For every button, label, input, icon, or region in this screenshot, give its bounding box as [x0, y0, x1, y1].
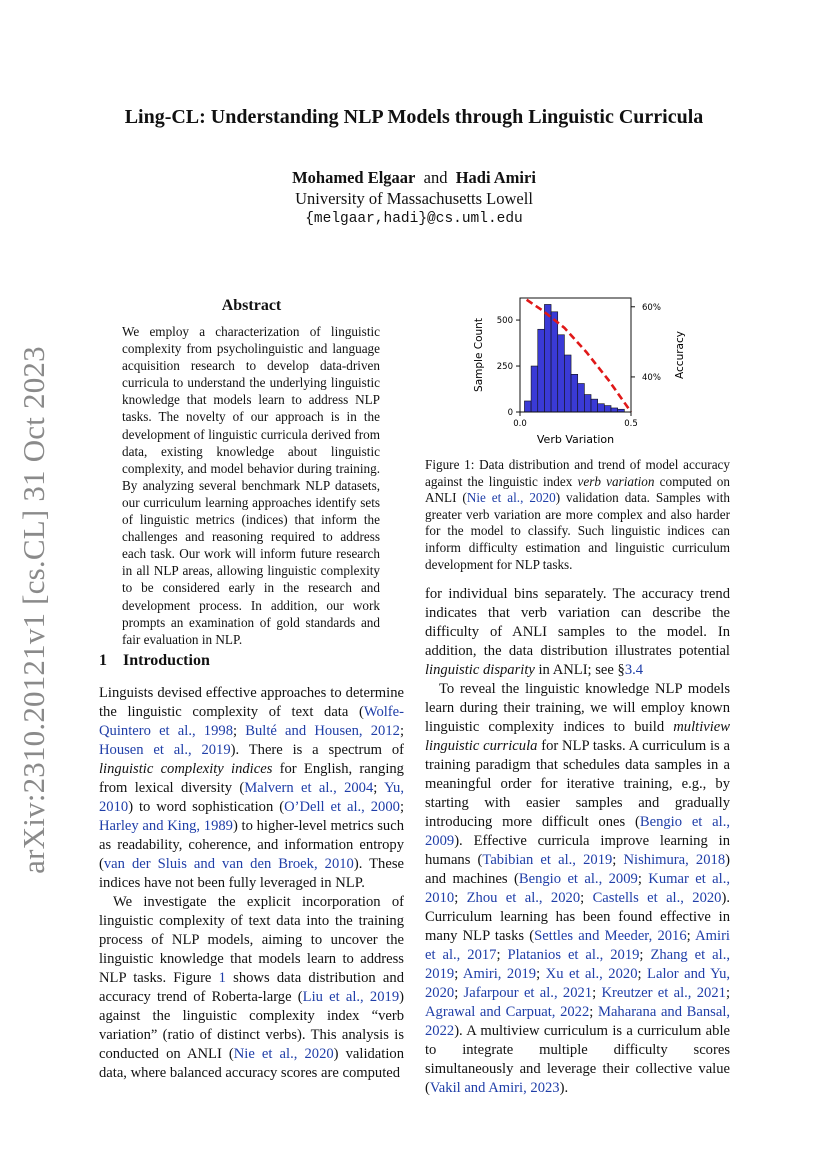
- histogram-bar: [611, 408, 618, 412]
- text-run: ;: [612, 852, 624, 868]
- citation-link[interactable]: Nishimura, 2018: [623, 852, 726, 868]
- text-run: ;: [454, 966, 463, 982]
- intro-paragraph-1: [99, 684, 404, 893]
- text-run: ;: [592, 985, 602, 1001]
- abstract-text: We employ a characterization of linguistic complexity from psycholinguistic and language acquisition research to develop data-driven curricula to understand the underlying linguistic knowledge that models learn to address NLP tasks. The novelty of our approach is in the development of linguistic curricula derived from data, existing knowledge about linguistic complexity, and model behavior during training. By analyzing several benchmark NLP datasets, our curriculum learning approaches identify sets of linguistic metrics (indices) that inform the challenges and reasoning required to address each task. Our work will inform future research in all NLP areas, allowing linguistic complexity to be considered early in the research and development process. In addition, our work prompts an examination of gold standards and fair evaluation in NLP.: [122, 324, 380, 647]
- text-run: ) validation data, where balanced accuracy scores are computed: [99, 1046, 404, 1081]
- figure-caption: [425, 457, 730, 573]
- citation-link[interactable]: Settles and Meeder, 2016: [534, 928, 687, 944]
- histogram-bar: [591, 399, 598, 412]
- emphasis-text: verb variation: [577, 473, 655, 489]
- text-run: ) and machines (: [425, 852, 730, 887]
- y-tick-label: 250: [496, 362, 513, 373]
- citation-link[interactable]: Agrawal and Carpuat, 2022: [425, 1004, 590, 1020]
- author-names: [100, 167, 728, 188]
- text-run: for NLP tasks. A curriculum is a training paradigm that schedules data samples in a meaningful order for iterative training, e.g., by starting with easier samples and gradually introducing more difficult ones (: [425, 738, 730, 830]
- text-run: ;: [589, 1004, 598, 1020]
- section-title: Introduction: [123, 652, 210, 669]
- right-paragraph-2: [425, 680, 730, 1098]
- histogram-bar: [524, 401, 531, 412]
- text-run: We investigate the explicit incorporation of linguistic complexity of text data into the training process of NLP models, aiming to uncover the linguistic knowledge that models learn to address NLP tasks. Figure: [99, 894, 404, 986]
- author-and: and: [423, 168, 448, 187]
- text-run: ;: [233, 723, 246, 739]
- citation-link[interactable]: Amiri, 2019: [462, 966, 537, 982]
- histogram-bar: [564, 355, 571, 412]
- text-run: ;: [496, 947, 508, 963]
- author-affiliation: University of Massachusetts Lowell: [295, 189, 533, 208]
- citation-link[interactable]: Lalor and Yu, 2020: [425, 966, 731, 1001]
- citation-link[interactable]: Tabibian et al., 2019: [482, 852, 613, 868]
- citation-link[interactable]: Amiri et al., 2017: [425, 928, 730, 963]
- x-tick-label: 0.0: [513, 419, 527, 429]
- author-email: {melgaar,hadi}@cs.uml.edu: [305, 211, 523, 227]
- figure-1-chart: [465, 294, 700, 454]
- abstract-heading: Abstract: [221, 297, 282, 314]
- citation-link[interactable]: Zhang et al., 2019: [425, 947, 730, 982]
- intro-paragraph-2: [99, 893, 404, 1083]
- citation-link[interactable]: O’Dell et al., 2000: [284, 799, 400, 815]
- text-run: Linguists devised effective approaches to determine the linguistic complexity of text data (: [99, 685, 404, 720]
- citation-link[interactable]: Nie et al., 2020: [466, 490, 556, 506]
- histogram-bar: [551, 312, 558, 412]
- histogram-bar: [571, 374, 578, 412]
- text-run: ;: [637, 871, 649, 887]
- introduction-body: [99, 684, 404, 1083]
- histogram-bar: [604, 406, 611, 412]
- citation-link[interactable]: Zhou et al., 2020: [466, 890, 581, 906]
- text-run: ). Curriculum learning has been found effective in many NLP tasks (: [425, 890, 730, 944]
- y2-tick-label: 40%: [642, 372, 661, 383]
- text-run: ;: [725, 985, 730, 1001]
- text-run: ). These indices have not been fully leveraged in NLP.: [99, 856, 404, 891]
- author-name-1: Mohamed Elgaar: [292, 168, 416, 187]
- citation-link[interactable]: Maharana and Bansal, 2022: [425, 1004, 731, 1039]
- y-axis-label: Sample Count: [473, 318, 485, 392]
- text-run: To reveal the linguistic knowledge NLP models learn during their training, we will employ known linguistic complexity indices to build: [425, 681, 730, 735]
- text-run: ;: [637, 966, 648, 982]
- text-run: Figure 1: Data distribution and trend of model accuracy against the linguistic index: [425, 457, 730, 489]
- text-run: ). Effective curricula improve learning in humans (: [425, 833, 730, 868]
- text-run: ;: [373, 780, 385, 796]
- section-heading: [99, 652, 210, 670]
- x-tick-label: 0.5: [624, 419, 638, 429]
- emphasis-text: linguistic complexity indices: [99, 761, 273, 777]
- arxiv-identifier: [14, 346, 54, 874]
- x-axis-label: Verb Variation: [536, 433, 615, 446]
- section-number: 1: [99, 652, 107, 669]
- citation-link[interactable]: Yu, 2010: [99, 780, 404, 815]
- text-run: ).: [559, 1080, 569, 1096]
- text-run: ). There is a spectrum of: [230, 742, 404, 758]
- citation-link[interactable]: Kreutzer et al., 2021: [601, 985, 726, 1001]
- figure-ref-link[interactable]: 1: [218, 970, 226, 986]
- y2-tick-label: 60%: [642, 302, 661, 313]
- text-run: ) validation data. Samples with greater verb variation are more complex and also harder for the model to classify. Such linguistic indices can inform difficulty estimation and linguistic curriculum development for NLP tasks.: [425, 490, 730, 572]
- histogram-bar: [538, 329, 545, 412]
- right-column-body: [425, 585, 730, 1098]
- text-run: computed on ANLI (: [425, 473, 730, 506]
- arxiv-identifier-text: arXiv:2310.20121v1 [cs.CL] 31 Oct 2023: [16, 346, 51, 874]
- right-paragraph-1: [425, 585, 730, 680]
- citation-link[interactable]: Bengio et al., 2009: [518, 871, 638, 887]
- text-run: for English, ranging from lexical diversity (: [99, 761, 404, 796]
- text-run: ). A multiview curriculum is a curriculum able to integrate multiple difficulty scores simultaneously and leverage their collective value (: [425, 1023, 730, 1096]
- text-run: ;: [639, 947, 651, 963]
- text-run: ;: [454, 985, 464, 1001]
- citation-link[interactable]: Harley and King, 1989: [99, 818, 233, 834]
- text-run: shows data distribution and accuracy trend of Roberta-large (: [99, 970, 404, 1005]
- text-run: ;: [580, 890, 593, 906]
- y-tick-label: 500: [496, 316, 513, 327]
- y2-axis-label: Accuracy: [674, 331, 686, 379]
- citation-link[interactable]: Liu et al., 2019: [302, 989, 400, 1005]
- histogram-bar: [531, 366, 538, 412]
- text-run: ) against the linguistic complexity index “verb variation” (ratio of distinct verbs). This analysis is conducted on ANLI (: [99, 989, 404, 1062]
- citation-link[interactable]: Xu et al., 2020: [545, 966, 638, 982]
- histogram-bar: [598, 404, 605, 412]
- emphasis-text: multiview linguistic curricula: [425, 719, 730, 754]
- text-run: ;: [399, 723, 404, 739]
- citation-link[interactable]: Wolfe-Quintero et al., 1998: [99, 704, 404, 739]
- text-run: ;: [536, 966, 546, 982]
- histogram-bar: [544, 304, 551, 412]
- text-run: for individual bins separately. The accuracy trend indicates that verb variation can describe the difficulty of ANLI samples to the model. In addition, the data distribution illustrates potential: [425, 586, 730, 659]
- citation-link[interactable]: Platanios et al., 2019: [507, 947, 640, 963]
- text-run: ;: [686, 928, 696, 944]
- emphasis-text: linguistic disparity: [425, 662, 535, 678]
- citation-link[interactable]: Kumar et al., 2010: [425, 871, 731, 906]
- text-run: ) to higher-level metrics such as readability, coherence, and information entropy (: [99, 818, 404, 872]
- text-run: ;: [454, 890, 467, 906]
- citation-link[interactable]: Bulté and Housen, 2012: [245, 723, 400, 739]
- citation-link[interactable]: Castells et al., 2020: [592, 890, 722, 906]
- citation-link[interactable]: Jafarpour et al., 2021: [463, 985, 593, 1001]
- citation-link[interactable]: van der Sluis and van den Broek, 2010: [103, 856, 354, 872]
- histogram-chart: [465, 294, 700, 454]
- citation-link[interactable]: Malvern et al., 2004: [244, 780, 374, 796]
- text-run: ;: [399, 799, 404, 815]
- citation-link[interactable]: Bengio et al., 2009: [425, 814, 730, 849]
- author-block: [100, 167, 728, 230]
- text-run: in ANLI; see §: [534, 662, 625, 678]
- citation-link[interactable]: Housen et al., 2019: [99, 742, 231, 758]
- histogram-bar: [584, 395, 591, 412]
- histogram-bar: [558, 335, 565, 412]
- histogram-bar: [578, 384, 585, 413]
- section-ref-link[interactable]: 3.4: [624, 662, 644, 678]
- citation-link[interactable]: Nie et al., 2020: [233, 1046, 334, 1062]
- paper-title: Ling-CL: Understanding NLP Models through Linguistic Curricula: [124, 106, 704, 128]
- author-name-2: Hadi Amiri: [455, 168, 536, 187]
- y-tick-label: 0: [507, 408, 513, 418]
- citation-link[interactable]: Vakil and Amiri, 2023: [429, 1080, 560, 1096]
- text-run: ) to word sophistication (: [128, 799, 285, 815]
